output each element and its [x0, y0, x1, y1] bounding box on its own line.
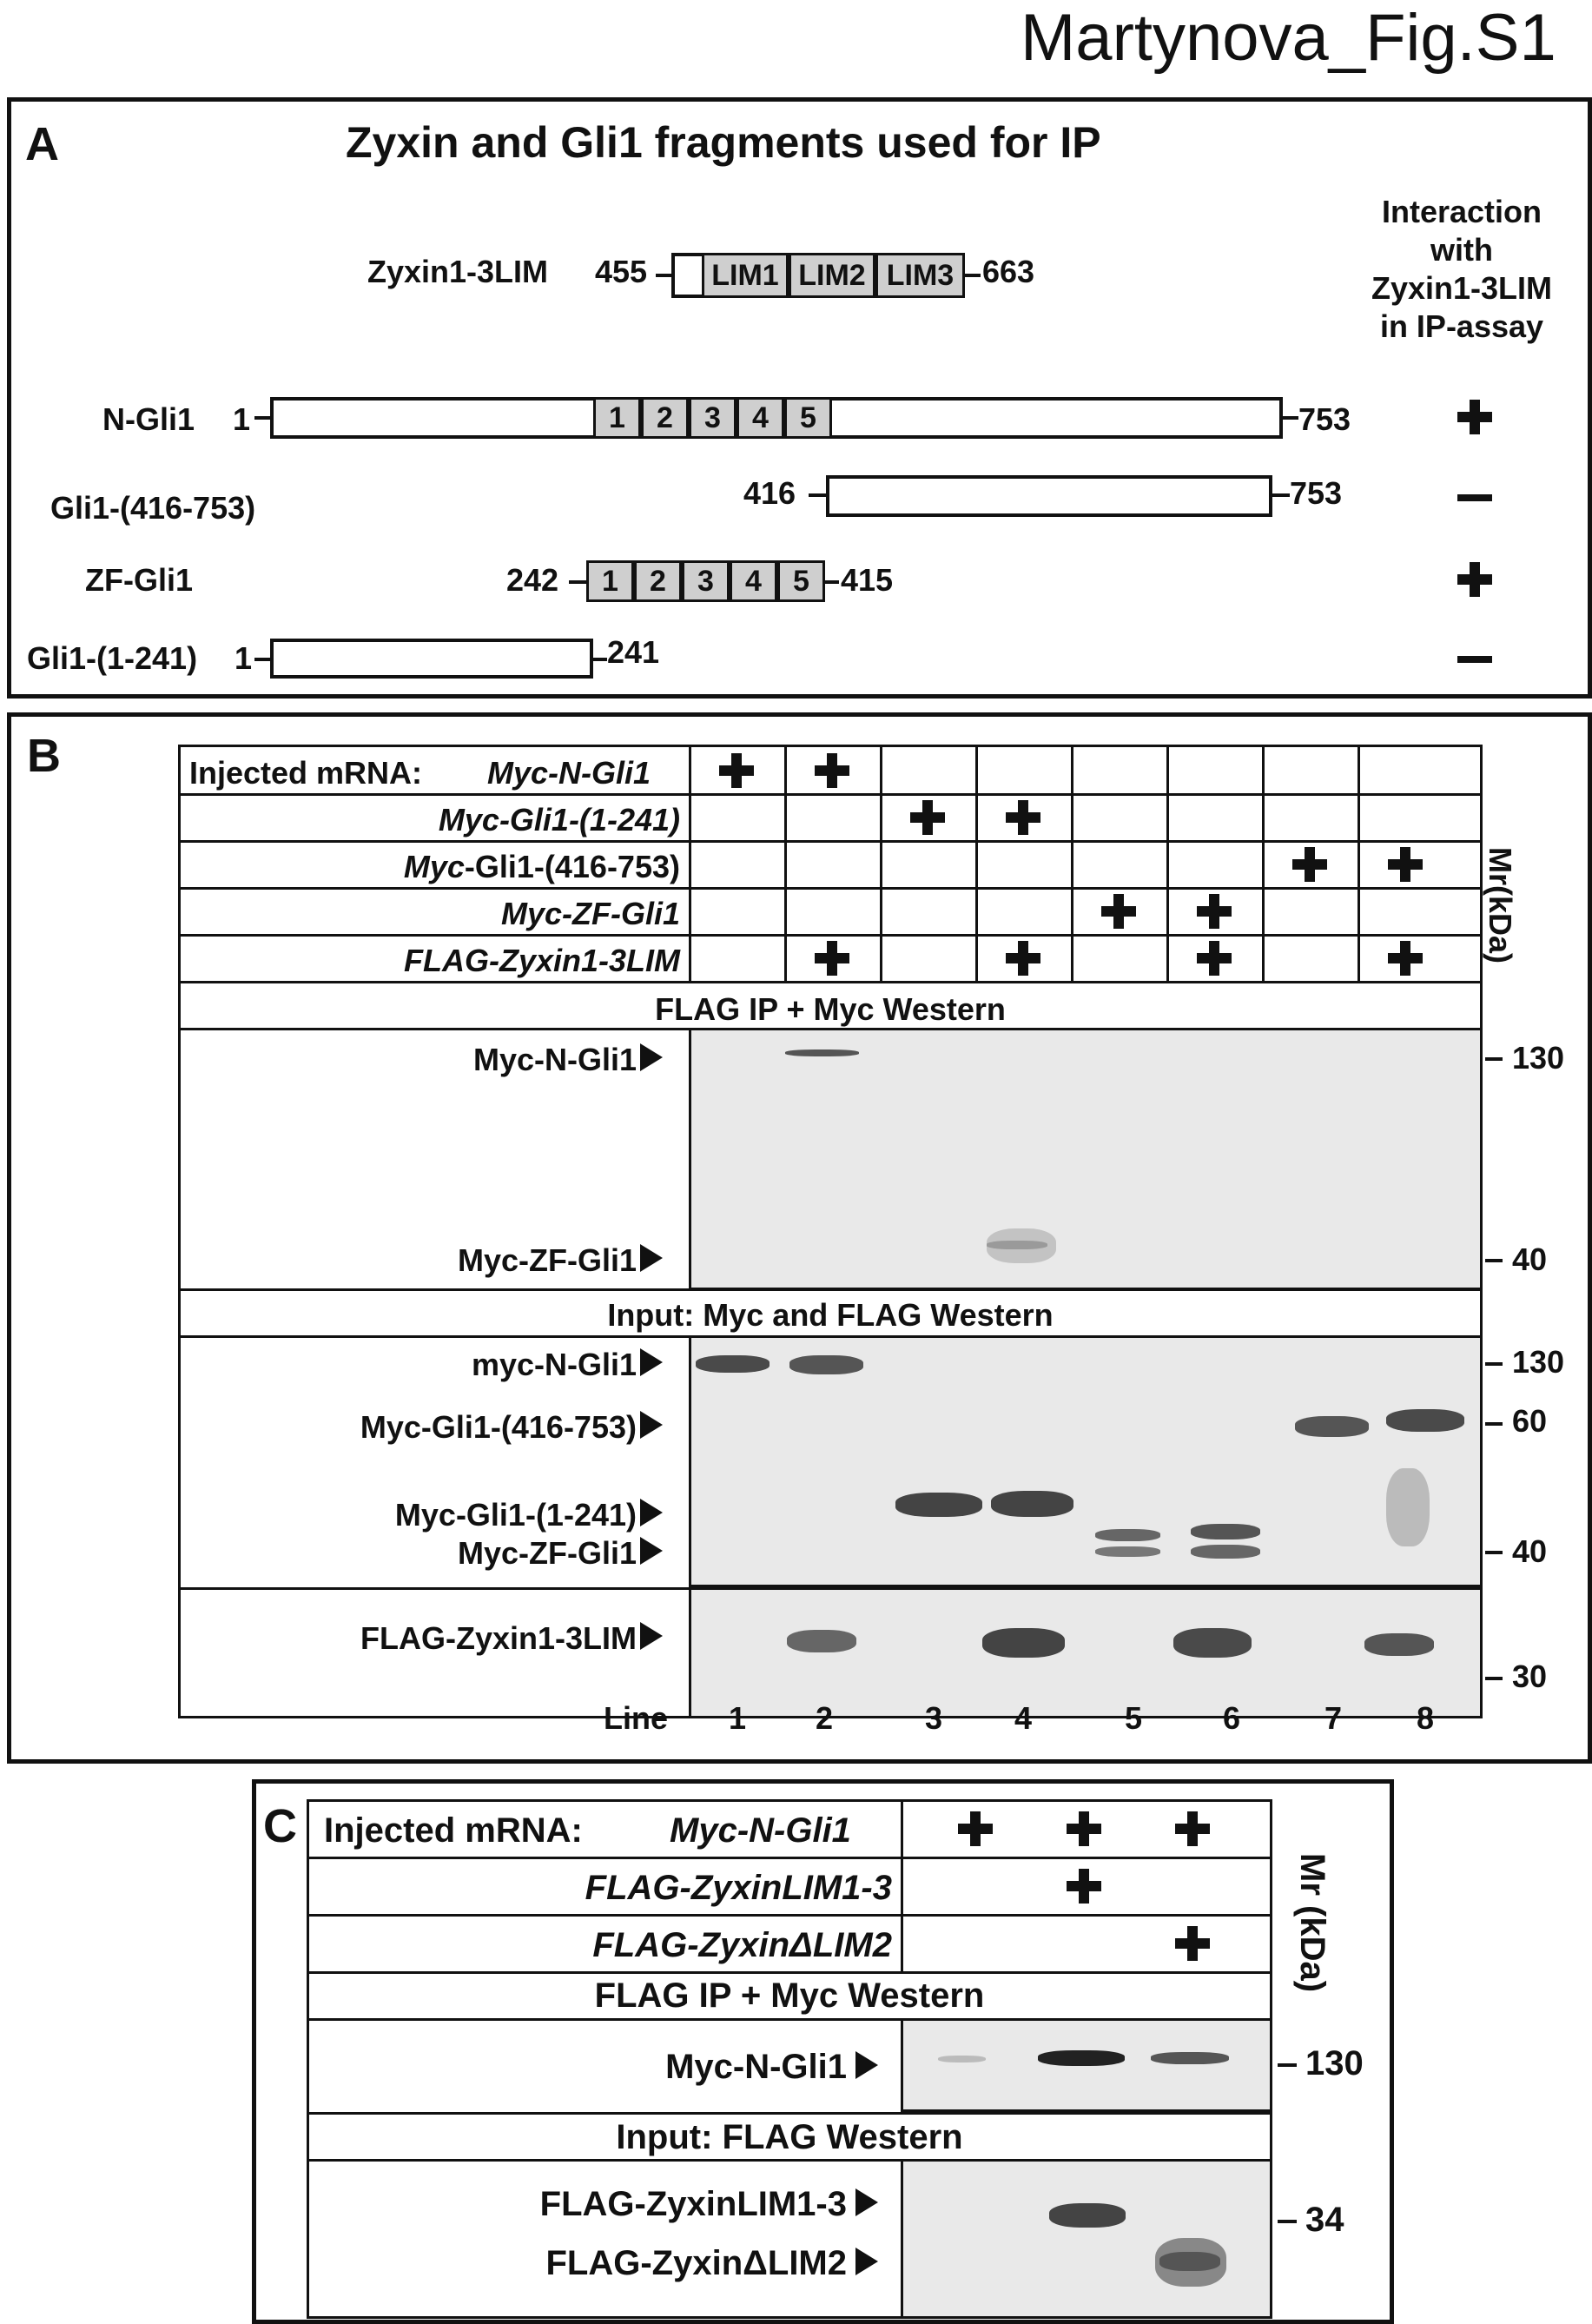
zf4: 4: [737, 397, 784, 439]
gli1-416-753-bar: [826, 475, 1272, 517]
b-plus-icon: [910, 800, 945, 835]
b-ip-marker-130: 130: [1512, 1040, 1565, 1076]
zf-gli1-zf3: 3: [682, 560, 730, 602]
b-input-label-n-gli1: myc-N-Gli1: [471, 1347, 637, 1382]
b-flag-blot: [689, 1587, 1483, 1718]
b-row-myc-n-gli1: Myc-N-Gli1: [487, 755, 651, 791]
c-row-flag-zyxin-dlim2: FLAG-ZyxinΔLIM2: [592, 1926, 892, 1964]
b-plus-icon: [1197, 894, 1232, 929]
b-row-flag-zyxin1-3lim: FLAG-Zyxin1-3LIM: [403, 943, 680, 978]
arrow-icon: [640, 1622, 663, 1650]
c-input-header: Input: FLAG Western: [616, 2118, 963, 2156]
lane-7: 7: [1324, 1700, 1343, 1736]
b-injected-label: Injected mRNA:: [189, 755, 423, 791]
arrow-icon: [855, 2188, 878, 2216]
lim2-domain: LIM2: [789, 253, 875, 298]
c-mr-label: Mr (kDa): [1293, 1853, 1331, 1993]
panel-b: [7, 712, 1592, 1764]
zyxin-label: Zyxin1-3LIM: [367, 254, 549, 289]
gli1-1-241-result-minus-icon: [1457, 656, 1492, 663]
b-line-label: Line: [604, 1700, 669, 1736]
zf-gli1-label: ZF-Gli1: [85, 562, 193, 598]
zf-gli1-result-plus-icon: [1457, 562, 1492, 597]
figure-label: Martynova_Fig.S1: [1021, 1, 1556, 75]
arrow-icon: [640, 1244, 663, 1272]
b-plus-icon: [1101, 894, 1136, 929]
lane-2: 2: [816, 1700, 834, 1736]
zf-gli1-zf2: 2: [634, 560, 682, 602]
arrow-icon: [855, 2248, 878, 2275]
b-ip-label-n-gli1: Myc-N-Gli1: [472, 1042, 637, 1077]
b-input-marker-60: 60: [1512, 1403, 1548, 1439]
lane-6: 6: [1223, 1700, 1241, 1736]
n-gli1-end: 753: [1298, 401, 1351, 437]
c-row-flag-zyxinlim1-3: FLAG-ZyxinLIM1-3: [585, 1869, 892, 1907]
arrow-icon: [640, 1348, 663, 1376]
arrow-icon: [640, 1411, 663, 1439]
b-plus-icon: [1388, 847, 1423, 882]
interaction-header: Interaction with Zyxin1-3LIM in IP-assay: [1371, 194, 1553, 344]
gli1-416-753-end: 753: [1290, 475, 1343, 511]
lane-5: 5: [1125, 1700, 1143, 1736]
b-input-marker-40: 40: [1512, 1533, 1548, 1569]
zf1: 1: [593, 397, 641, 439]
c-plus-icon: [1067, 1869, 1101, 1904]
c-row-myc-n-gli1: Myc-N-Gli1: [670, 1811, 851, 1850]
lane-4: 4: [1014, 1700, 1033, 1736]
c-ip-header: FLAG IP + Myc Western: [594, 1976, 985, 2015]
lim3-domain: LIM3: [875, 253, 965, 298]
n-gli1-start: 1: [233, 401, 251, 437]
zf-gli1-end: 415: [841, 562, 894, 598]
c-plus-icon: [1175, 1926, 1210, 1961]
b-ip-marker-40: 40: [1512, 1241, 1548, 1277]
b-ip-blot: [689, 1028, 1483, 1290]
b-ip-header: FLAG IP + Myc Western: [655, 991, 1006, 1027]
gli1-1-241-label: Gli1-(1-241): [27, 640, 198, 676]
b-plus-icon: [815, 941, 849, 976]
c-input-marker-34: 34: [1305, 2201, 1344, 2239]
lim1-domain: LIM1: [702, 253, 789, 298]
panel-c: [252, 1779, 1394, 2324]
gli1-1-241-bar: [270, 639, 593, 679]
b-row-myc-gli1-416-753: Myc-Gli1-(416-753): [403, 849, 680, 884]
b-row-myc-gli1-1-241: Myc-Gli1-(1-241): [438, 802, 680, 838]
lane-3: 3: [925, 1700, 943, 1736]
c-ip-blot: [901, 2018, 1272, 2112]
b-plus-icon: [1006, 941, 1040, 976]
n-gli1-result-plus-icon: [1457, 400, 1492, 434]
zf3: 3: [689, 397, 737, 439]
c-plus-icon: [1175, 1811, 1210, 1846]
b-input-label-416-753: Myc-Gli1-(416-753): [360, 1409, 637, 1445]
b-mr-label: Mr(kDa): [1483, 847, 1518, 964]
c-ip-label: Myc-N-Gli1: [665, 2048, 847, 2086]
c-ip-marker-130: 130: [1305, 2044, 1364, 2082]
b-input-label-1-241: Myc-Gli1-(1-241): [394, 1497, 637, 1533]
zyxin-end: 663: [982, 254, 1035, 289]
panel-a-letter: A: [25, 118, 59, 170]
b-ip-label-zf-gli1: Myc-ZF-Gli1: [457, 1242, 637, 1278]
b-row-myc-zf-gli1: Myc-ZF-Gli1: [500, 896, 680, 931]
b-plus-icon: [1292, 847, 1327, 882]
zf-gli1-zf1: 1: [586, 560, 634, 602]
b-plus-icon: [1006, 800, 1040, 835]
zf-gli1-zf4: 4: [730, 560, 777, 602]
b-input-label-zf-gli1: Myc-ZF-Gli1: [457, 1535, 637, 1571]
gli1-416-753-label: Gli1-(416-753): [50, 490, 256, 526]
gli1-1-241-start: 1: [235, 640, 253, 676]
c-input-label-lim1-3: FLAG-ZyxinLIM1-3: [539, 2185, 847, 2223]
panel-b-letter: B: [27, 730, 61, 782]
n-gli1-label: N-Gli1: [102, 401, 195, 437]
gli1-416-753-result-minus-icon: [1457, 494, 1492, 501]
arrow-icon: [640, 1537, 663, 1565]
arrow-icon: [640, 1043, 663, 1071]
b-plus-icon: [1197, 941, 1232, 976]
panel-c-letter: C: [263, 1800, 297, 1852]
gli1-1-241-end: 241: [607, 634, 660, 670]
b-input-marker-130: 130: [1512, 1344, 1565, 1380]
lane-1: 1: [729, 1700, 747, 1736]
c-injected-label: Injected mRNA:: [324, 1811, 583, 1850]
arrow-icon: [640, 1499, 663, 1526]
c-plus-icon: [958, 1811, 993, 1846]
b-input-blot: [689, 1335, 1483, 1587]
zf5: 5: [784, 397, 832, 439]
gli1-416-753-start: 416: [743, 475, 796, 511]
b-input-marker-30: 30: [1512, 1659, 1548, 1694]
panel-a-title: Zyxin and Gli1 fragments used for IP: [346, 118, 1101, 167]
b-plus-icon: [1388, 941, 1423, 976]
zf2: 2: [641, 397, 689, 439]
b-plus-icon: [815, 753, 849, 788]
zf-gli1-start: 242: [506, 562, 559, 598]
c-input-blot: [901, 2159, 1272, 2319]
b-flag-label: FLAG-Zyxin1-3LIM: [360, 1620, 637, 1656]
zf-gli1-zf5: 5: [777, 560, 825, 602]
c-input-label-dlim2: FLAG-ZyxinΔLIM2: [545, 2244, 847, 2282]
panel-a: [7, 97, 1592, 699]
arrow-icon: [855, 2051, 878, 2079]
lane-8: 8: [1417, 1700, 1435, 1736]
c-plus-icon: [1067, 1811, 1101, 1846]
b-plus-icon: [719, 753, 754, 788]
b-input-header: Input: Myc and FLAG Western: [607, 1297, 1054, 1333]
zyxin-start: 455: [595, 254, 648, 289]
